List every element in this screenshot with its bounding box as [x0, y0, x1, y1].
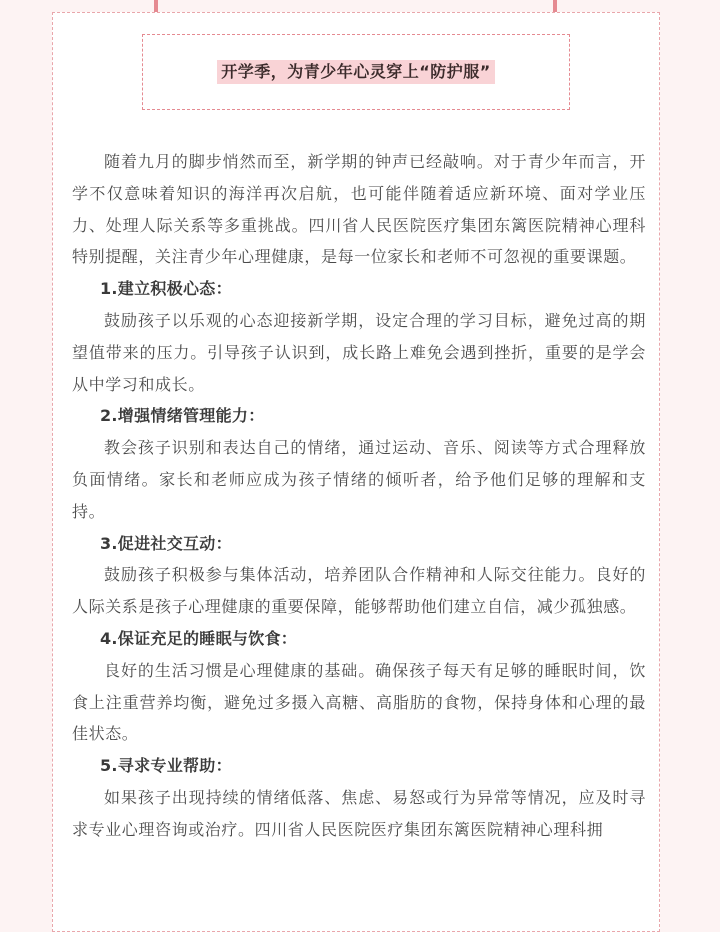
title-frame	[142, 34, 570, 110]
section-heading: 2.增强情绪管理能力：	[100, 406, 265, 426]
section-body: 鼓励孩子以乐观的心态迎接新学期，设定合理的学习目标，避免过高的期望值带来的压力。引导孩子认识到，成长路上难免会遇到挫折，重要的是学会从中学习和成长。	[72, 310, 646, 394]
section-body: 良好的生活习惯是心理健康的基础。确保孩子每天有足够的睡眠时间，饮食上注重营养均衡，避免过多摄入高糖、高脂肪的食物，保持身体和心理的最佳状态。	[72, 660, 646, 744]
intro-paragraph: 随着九月的脚步悄然而至，新学期的钟声已经敲响。对于青少年而言，开学不仅意味着知识的海洋再次启航，也可能伴随着适应新环境、面对学业压力、处理人际关系等多重挑战。四川省人民医院医疗集团东篱医院精神心理科特别提醒，关注青少年心理健康，是每一位家长和老师不可忽视的重要课题。	[72, 152, 646, 267]
section-heading: 4.保证充足的睡眠与饮食：	[100, 628, 298, 648]
article-title: 开学季，为青少年心灵穿上“防护服”	[217, 60, 495, 84]
section-body: 鼓励孩子积极参与集体活动，培养团队合作精神和人际交往能力。良好的人际关系是孩子心理健康的重要保障，能够帮助他们建立自信，减少孤独感。	[72, 565, 646, 617]
article-content	[72, 146, 646, 846]
article-card	[52, 12, 660, 932]
section-heading: 1.建立积极心态：	[100, 279, 232, 299]
section-body: 如果孩子出现持续的情绪低落、焦虑、易怒或行为异常等情况，应及时寻求专业心理咨询或治疗。四川省人民医院医疗集团东篱医院精神心理科拥	[72, 787, 646, 839]
section-body: 教会孩子识别和表达自己的情绪，通过运动、音乐、阅读等方式合理释放负面情绪。家长和老师应成为孩子情绪的倾听者，给予他们足够的理解和支持。	[72, 438, 646, 521]
section-heading: 3.促进社交互动：	[100, 533, 232, 553]
section-heading: 5.寻求专业帮助：	[100, 756, 232, 776]
